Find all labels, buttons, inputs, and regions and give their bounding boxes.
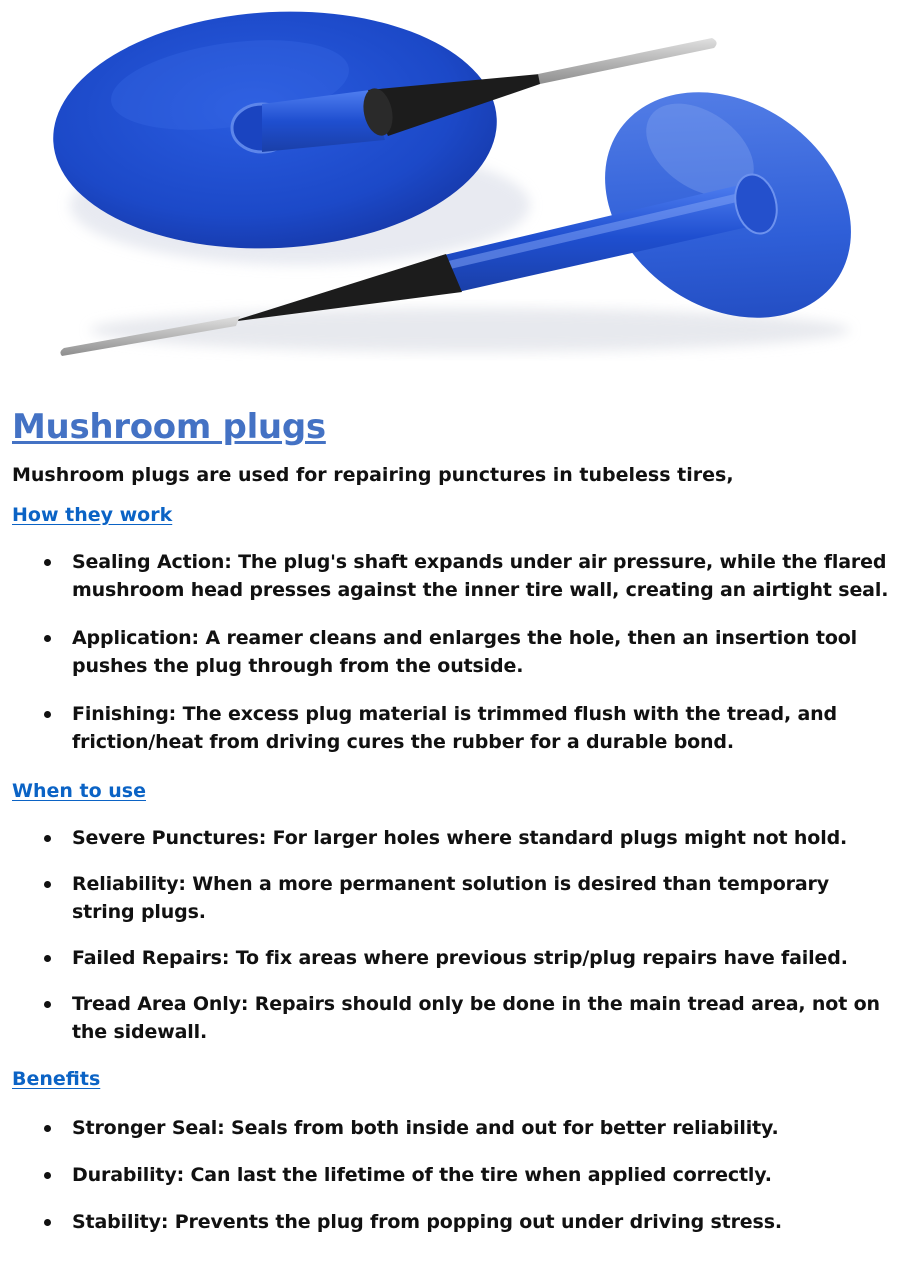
bullet-icon [44, 1001, 51, 1008]
list-item [12, 870, 892, 926]
list-item-text: Reliability: When a more permanent solution is desired than temporary string plugs. [72, 873, 829, 923]
list-item-text: Sealing Action: The plug's shaft expands under air pressure, while the flared mushroom head presses against the inner tire wall, creating an airtight seal. [72, 551, 889, 601]
section-benefits [12, 1064, 892, 1236]
bullet-icon [44, 881, 51, 888]
list-item [12, 1161, 892, 1189]
list-item [12, 548, 892, 604]
list-item [12, 1114, 892, 1142]
section-heading-how-they-work: How they work [12, 504, 173, 526]
section-how-they-work [12, 500, 892, 756]
bullet-icon [44, 1125, 51, 1132]
list-item [12, 700, 892, 756]
list-item-text: Failed Repairs: To fix areas where previous strip/plug repairs have failed. [72, 947, 848, 969]
list-item-text: Application: A reamer cleans and enlarges the hole, then an insertion tool pushes the plug through from the outside. [72, 627, 858, 677]
mushroom-plug-photo [0, 0, 899, 385]
section-heading-benefits: Benefits [12, 1068, 101, 1090]
bullet-icon [44, 711, 51, 718]
bullet-icon [44, 835, 51, 842]
list-item [12, 824, 892, 852]
list-item-text: Tread Area Only: Repairs should only be done in the main tread area, not on the sidewall. [72, 993, 880, 1043]
bullet-icon [44, 1219, 51, 1226]
list-item-text: Finishing: The excess plug material is trimmed flush with the tread, and friction/heat from driving cures the rubber for a durable bond. [72, 703, 837, 753]
list-item [12, 944, 892, 972]
how-they-work-list [12, 548, 892, 756]
bullet-icon [44, 559, 51, 566]
list-item-text: Stability: Prevents the plug from popping out under driving stress. [72, 1211, 782, 1233]
list-item-text: Severe Punctures: For larger holes where standard plugs might not hold. [72, 827, 848, 849]
benefits-list [12, 1114, 892, 1236]
list-item [12, 624, 892, 680]
bullet-icon [44, 955, 51, 962]
list-item-text: Durability: Can last the lifetime of the tire when applied correctly. [72, 1164, 772, 1186]
bullet-icon [44, 635, 51, 642]
list-item [12, 990, 892, 1046]
page-title: Mushroom plugs [12, 407, 326, 447]
section-heading-when-to-use: When to use [12, 780, 146, 802]
bullet-icon [44, 1172, 51, 1179]
list-item-text: Stronger Seal: Seals from both inside and out for better reliability. [72, 1117, 779, 1139]
when-to-use-list [12, 824, 892, 1046]
section-when-to-use [12, 776, 892, 1046]
list-item [12, 1208, 892, 1236]
article [12, 400, 892, 1255]
intro-text: Mushroom plugs are used for repairing punctures in tubeless tires, [12, 464, 734, 486]
